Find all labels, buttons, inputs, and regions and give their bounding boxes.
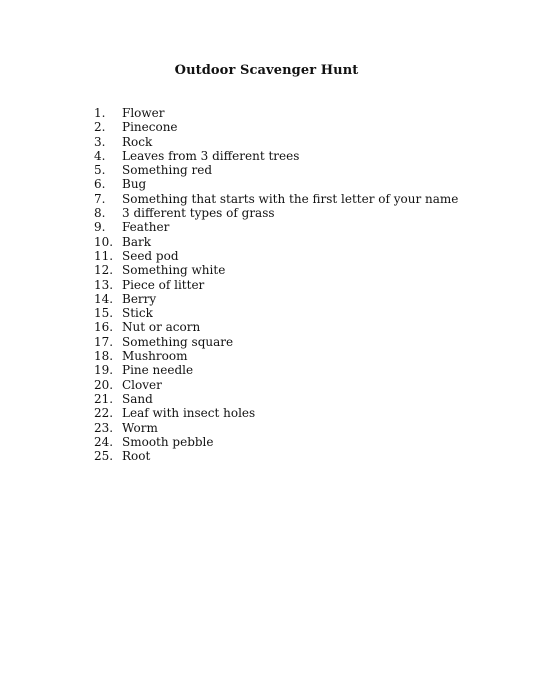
list-item-number: 19. bbox=[94, 363, 114, 378]
list-item-number: 11. bbox=[94, 248, 114, 263]
scavenger-list bbox=[94, 106, 458, 463]
list-item-number: 20. bbox=[94, 377, 114, 392]
list-item-text: Pine needle bbox=[122, 363, 194, 378]
list-item bbox=[94, 349, 458, 363]
list-item bbox=[94, 149, 458, 163]
list-item bbox=[94, 421, 458, 435]
list-item-number: 4. bbox=[94, 148, 106, 163]
list-item-text: Rock bbox=[122, 134, 153, 149]
list-item-text: Mushroom bbox=[122, 349, 188, 364]
list-item bbox=[94, 363, 458, 377]
list-item-text: Bark bbox=[122, 234, 151, 249]
list-item-number: 10. bbox=[94, 234, 114, 249]
list-item-text: Feather bbox=[122, 220, 170, 235]
list-item-number: 16. bbox=[94, 320, 114, 335]
list-item-number: 3. bbox=[94, 134, 106, 149]
list-item-text: Something white bbox=[122, 263, 226, 278]
list-item-text: Piece of litter bbox=[122, 277, 205, 292]
list-item-text: Something red bbox=[122, 163, 213, 178]
list-item-number: 8. bbox=[94, 206, 106, 221]
list-item bbox=[94, 263, 458, 277]
list-item bbox=[94, 206, 458, 220]
list-item bbox=[94, 192, 458, 206]
list-item bbox=[94, 163, 458, 177]
list-item bbox=[94, 406, 458, 420]
list-item-text: Nut or acorn bbox=[122, 320, 201, 335]
list-item-text: Sand bbox=[122, 391, 153, 406]
list-item bbox=[94, 106, 458, 120]
list-item-number: 6. bbox=[94, 177, 106, 192]
list-item-number: 17. bbox=[94, 334, 114, 349]
list-item-number: 13. bbox=[94, 277, 114, 292]
list-item-number: 25. bbox=[94, 449, 114, 464]
page-title: Outdoor Scavenger Hunt bbox=[174, 63, 359, 78]
list-item-number: 1. bbox=[94, 106, 106, 120]
list-item bbox=[94, 306, 458, 320]
list-item bbox=[94, 120, 458, 134]
list-item-number: 22. bbox=[94, 406, 114, 421]
list-item-text: Something square bbox=[122, 334, 234, 349]
list-item-text: Stick bbox=[122, 306, 153, 321]
list-item bbox=[94, 292, 458, 306]
list-item-text: Leaves from 3 different trees bbox=[122, 148, 300, 163]
list-item-text: 3 different types of grass bbox=[122, 206, 275, 221]
list-item bbox=[94, 177, 458, 191]
list-item-number: 21. bbox=[94, 391, 114, 406]
list-item-text: Berry bbox=[122, 291, 157, 306]
list-item bbox=[94, 220, 458, 234]
list-item-number: 14. bbox=[94, 291, 114, 306]
list-item-text: Leaf with insect holes bbox=[122, 406, 256, 421]
list-item bbox=[94, 278, 458, 292]
list-item-number: 24. bbox=[94, 434, 114, 449]
list-item-text: Flower bbox=[122, 106, 165, 120]
list-item-text: Root bbox=[122, 449, 151, 464]
list-item-number: 9. bbox=[94, 220, 106, 235]
list-item bbox=[94, 135, 458, 149]
list-item-number: 7. bbox=[94, 191, 106, 206]
list-item-text: Worm bbox=[122, 420, 158, 435]
list-item bbox=[94, 335, 458, 349]
list-item-text: Clover bbox=[122, 377, 162, 392]
list-item-number: 23. bbox=[94, 420, 114, 435]
list-item-text: Smooth pebble bbox=[122, 434, 214, 449]
list-item-number: 18. bbox=[94, 349, 114, 364]
list-item bbox=[94, 435, 458, 449]
list-item-number: 15. bbox=[94, 306, 114, 321]
list-item-number: 12. bbox=[94, 263, 114, 278]
list-item-text: Something that starts with the first letter of your name bbox=[122, 191, 459, 206]
list-item bbox=[94, 249, 458, 263]
list-item-number: 2. bbox=[94, 120, 106, 135]
list-item bbox=[94, 320, 458, 334]
list-item bbox=[94, 235, 458, 249]
list-item-text: Pinecone bbox=[122, 120, 178, 135]
list-item-text: Bug bbox=[122, 177, 147, 192]
list-item bbox=[94, 392, 458, 406]
list-item bbox=[94, 378, 458, 392]
list-item-text: Seed pod bbox=[122, 248, 179, 263]
list-item bbox=[94, 449, 458, 463]
list-item-number: 5. bbox=[94, 163, 106, 178]
